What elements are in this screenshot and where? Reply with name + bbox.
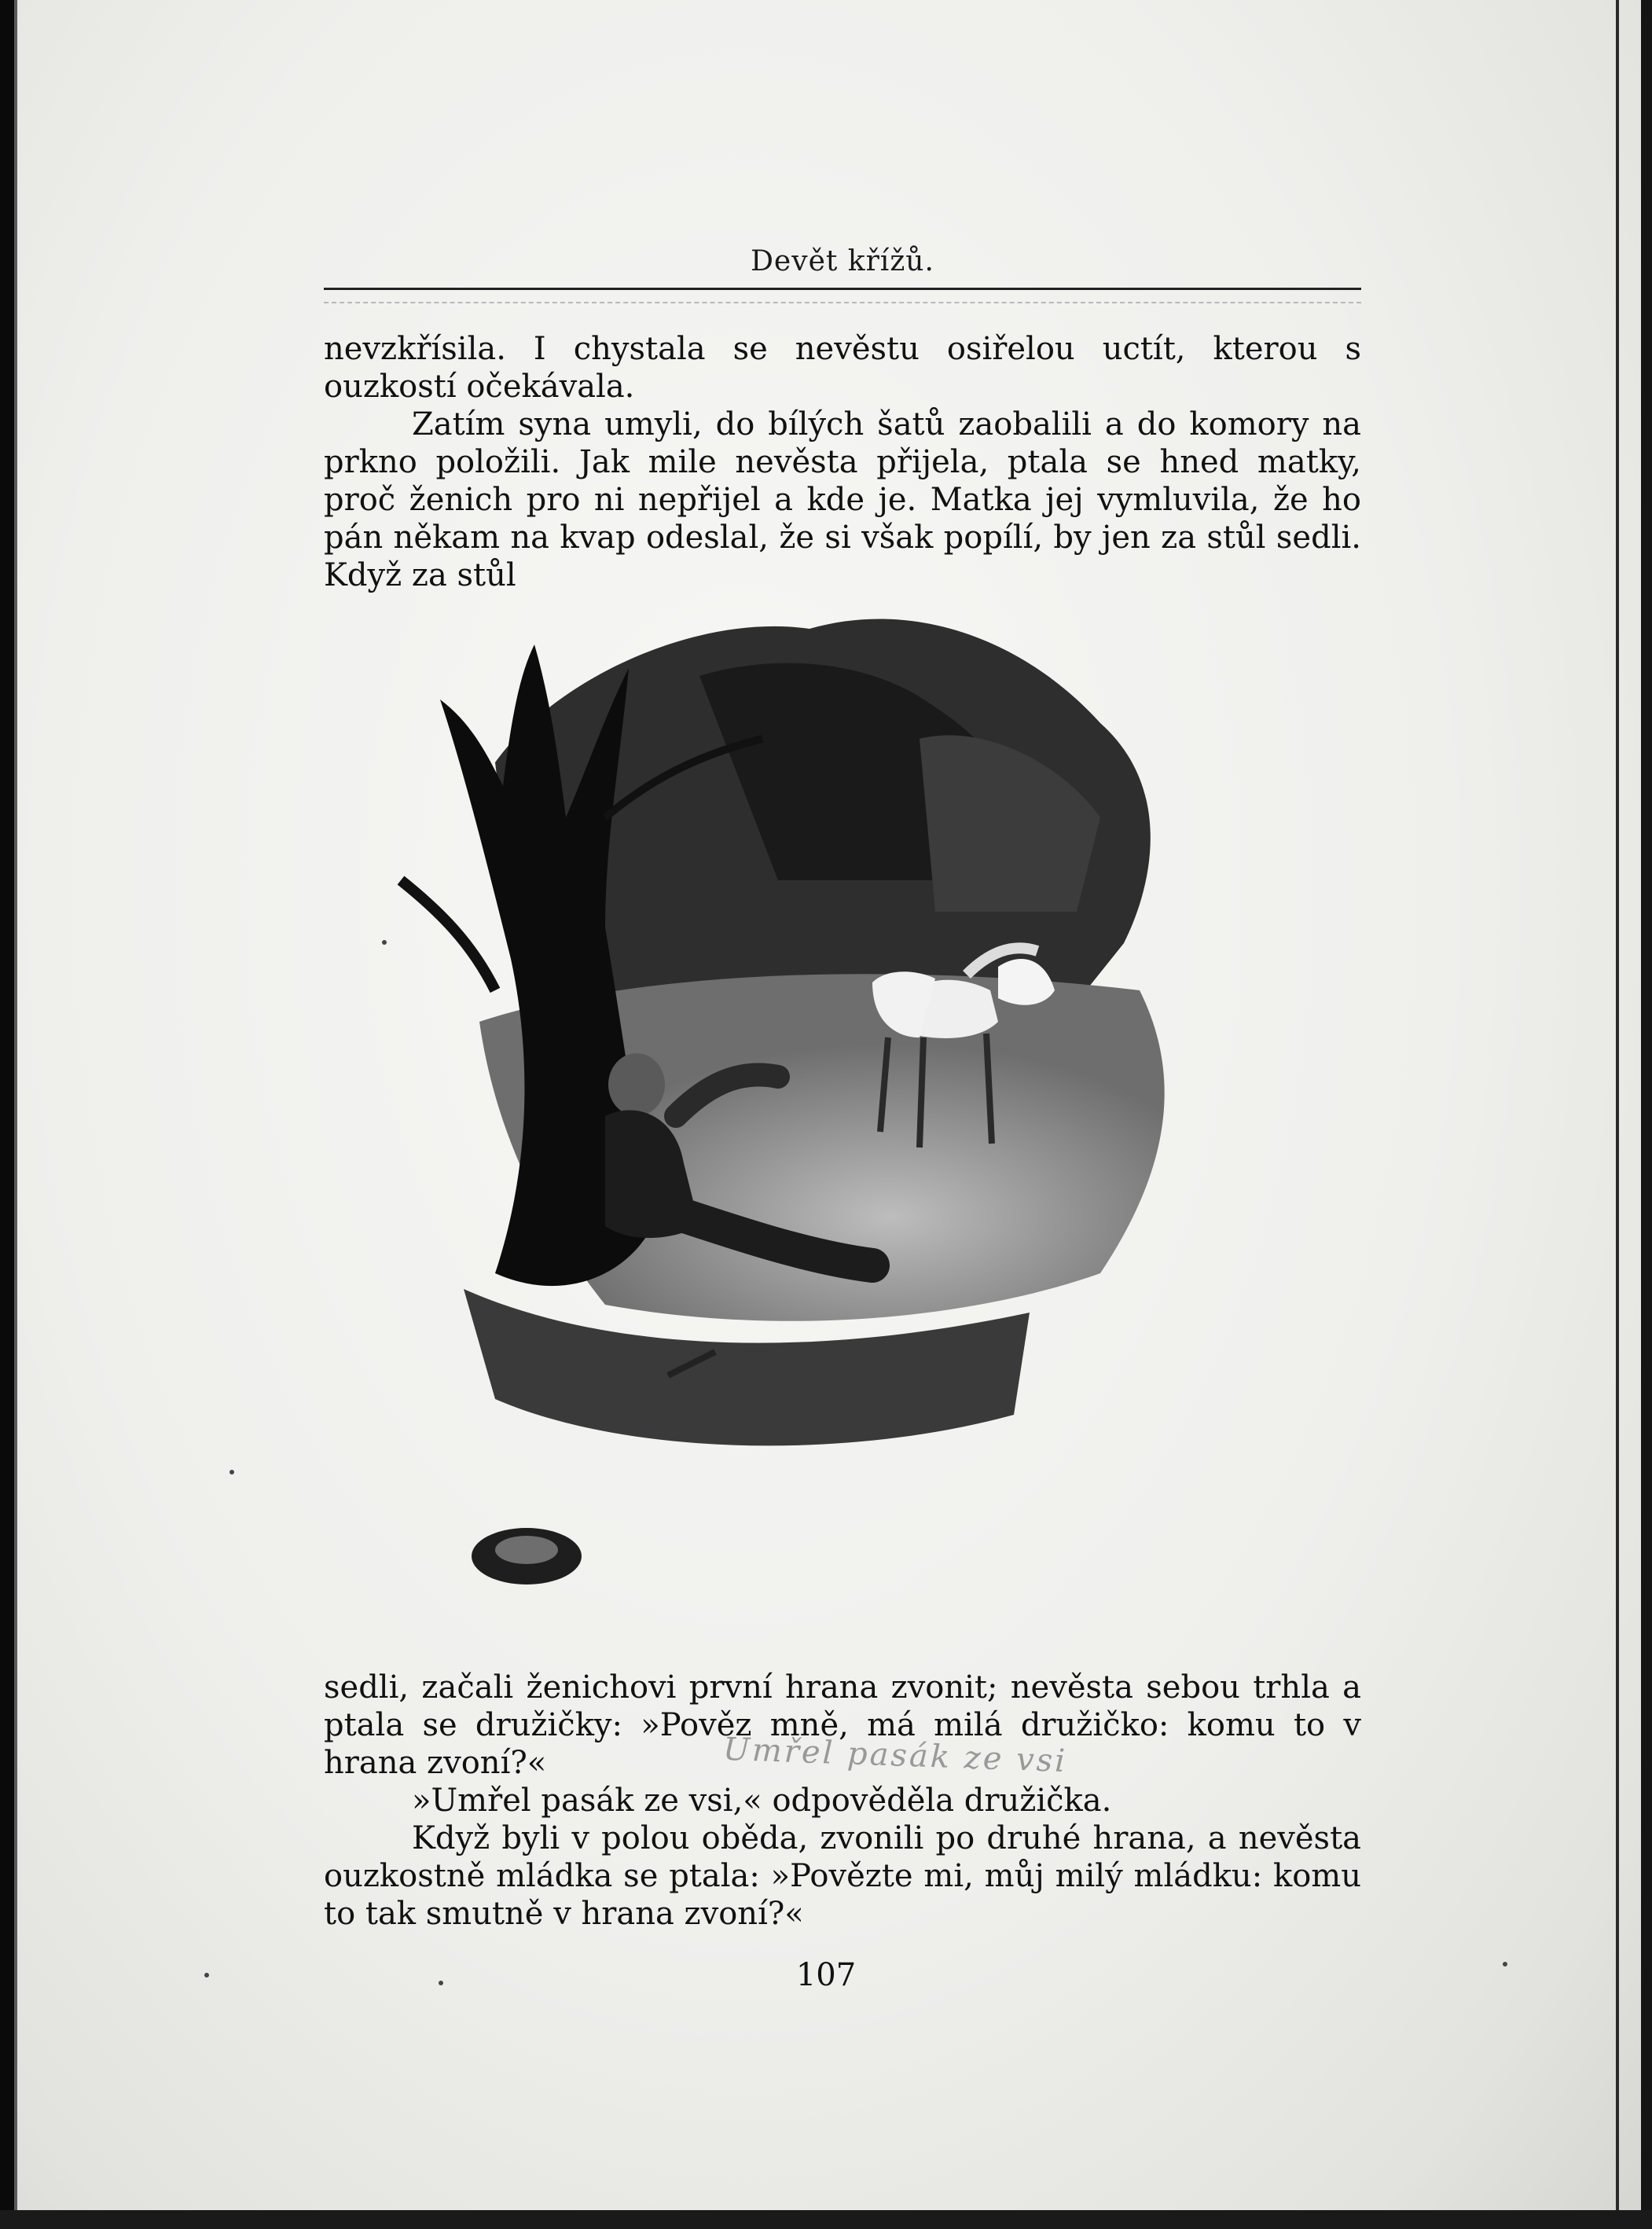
paragraph: Zatím syna umyli, do bílých šatů zaobalili a do komory na prkno položili. Jak mile nevěsta přijela, ptala se hned matky, proč ženich pro ni nepřijel a kde je. Matka jej vymluvila, že ho pán někam na kvap odeslal, že si však popílí, by jen za stůl sedli. Když za stůl (324, 406, 1361, 593)
scan-left-edge-shadow (14, 0, 17, 2229)
scan-speck (1503, 1962, 1507, 1966)
woodcut-illustration (369, 582, 1265, 1635)
scan-bottom-edge (0, 2210, 1652, 2229)
handwritten-annotation: Umřel pasák ze vsi (722, 1731, 1068, 1780)
scan-right-edge (1641, 0, 1652, 2229)
paragraph: sedli, začali ženichovi první hrana zvonit; nevěsta sebou trhla a ptala se družičky: »Pověz mně, má milá družičko: komu to v hrana zvoní?« (324, 1669, 1361, 1781)
scan-speck (204, 1973, 209, 1977)
paragraph: »Umřel pasák ze vsi,« odpověděla družička. (412, 1783, 1112, 1819)
scan-speck (229, 1470, 234, 1474)
page-number: 107 (795, 1957, 857, 1993)
body-text-top (324, 330, 1361, 594)
paragraph: nevzkřísila. I chystala se nevěstu osiřelou uctít, kterou s ouzkostí očekávala. (324, 331, 1361, 405)
body-text-bottom (324, 1669, 1361, 1933)
running-title: Devět křížů. (751, 245, 934, 277)
hat-on-ground (472, 1528, 582, 1585)
scan-right-edge-line (1616, 0, 1619, 2229)
scan-left-edge (0, 0, 14, 2229)
paragraph: Když byli v polou oběda, zvonili po druhé hrana, a nevěsta ouzkostně mládka se ptala: »Povězte mi, můj milý mládku: komu to tak smutně v hrana zvoní?« (324, 1820, 1361, 1932)
header-rule-shadow (324, 302, 1361, 303)
header-rule (324, 288, 1361, 290)
scan-speck (382, 940, 387, 945)
scan-speck (439, 1981, 443, 1985)
